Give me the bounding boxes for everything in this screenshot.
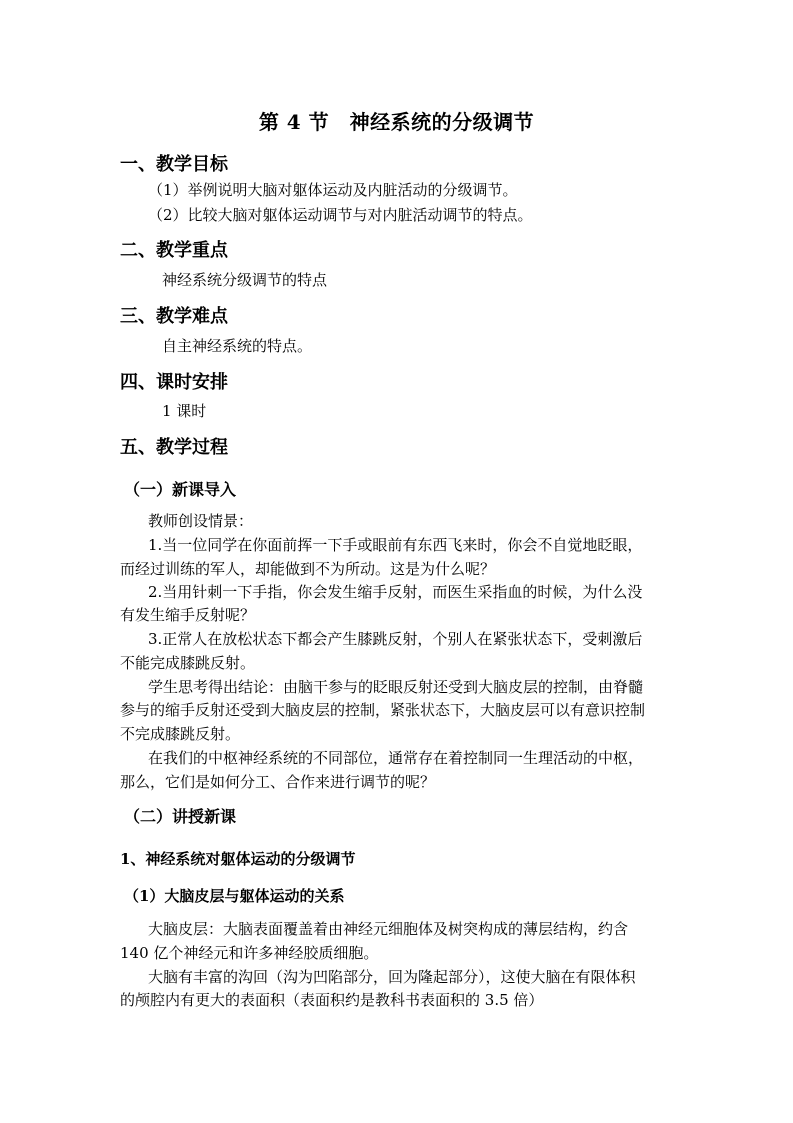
objective-item: （2）比较大脑对躯体运动调节与对内脏活动调节的特点。 <box>148 206 533 224</box>
paragraph-line: 而经过训练的军人，却能做到不为所动。这是为什么呢？ <box>120 560 496 578</box>
paragraph-line: 大脑有丰富的沟回（沟为凹陷部分，回为隆起部分），这使大脑在有限体积 <box>148 968 636 986</box>
paragraph-line: 学生思考得出结论：由脑干参与的眨眼反射还受到大脑皮层的控制，由脊髓 <box>148 678 644 696</box>
paragraph-line: 3.正常人在放松状态下都会产生膝跳反射，个别人在紧张状态下，受刺激后 <box>148 630 643 648</box>
paragraph-line: 2.当用针刺一下手指，你会发生缩手反射，而医生采指血的时候，为什么没 <box>148 583 643 601</box>
paragraph-line: 不能完成膝跳反射。 <box>120 654 256 672</box>
paragraph-line: 教师创设情景： <box>148 512 254 530</box>
paragraph-line: 大脑皮层：大脑表面覆盖着由神经元细胞体及树突构成的薄层结构，约含 <box>148 920 629 938</box>
document-title: 第 4 节 神经系统的分级调节 <box>258 110 535 134</box>
subsection-heading-intro: （一）新课导入 <box>124 480 237 499</box>
objective-item: （1）举例说明大脑对躯体运动及内脏活动的分级调节。 <box>148 181 518 199</box>
topic-subheading: （1）大脑皮层与躯体运动的关系 <box>124 887 345 905</box>
topic-heading: 1、神经系统对躯体运动的分级调节 <box>120 850 356 868</box>
section-heading-objectives: 一、教学目标 <box>120 154 228 175</box>
paragraph-line: 140 亿个神经元和许多神经胶质细胞。 <box>120 944 379 962</box>
subsection-heading-new-lesson: （二）讲授新课 <box>124 807 237 826</box>
key-points-text: 神经系统分级调节的特点 <box>162 271 328 289</box>
paragraph-line: 参与的缩手反射还受到大脑皮层的控制，紧张状态下，大脑皮层可以有意识控制 <box>120 701 646 719</box>
section-heading-schedule: 四、课时安排 <box>120 372 228 393</box>
paragraph-line: 那么，它们是如何分工、合作来进行调节的呢？ <box>120 773 436 791</box>
difficulties-text: 自主神经系统的特点。 <box>162 337 313 355</box>
section-heading-process: 五、教学过程 <box>120 437 228 458</box>
section-heading-difficulties: 三、教学难点 <box>120 306 228 327</box>
paragraph-line: 在我们的中枢神经系统的不同部位，通常存在着控制同一生理活动的中枢， <box>148 749 644 767</box>
paragraph-line: 的颅腔内有更大的表面积（表面积约是教科书表面积的 3.5 倍） <box>120 991 544 1009</box>
paragraph-line: 1.当一位同学在你面前挥一下手或眼前有东西飞来时，你会不自觉地眨眼， <box>148 536 643 554</box>
paragraph-line: 有发生缩手反射呢？ <box>120 606 256 624</box>
paragraph-line: 不完成膝跳反射。 <box>120 725 241 743</box>
section-heading-key-points: 二、教学重点 <box>120 240 228 261</box>
schedule-text: 1 课时 <box>162 402 207 420</box>
